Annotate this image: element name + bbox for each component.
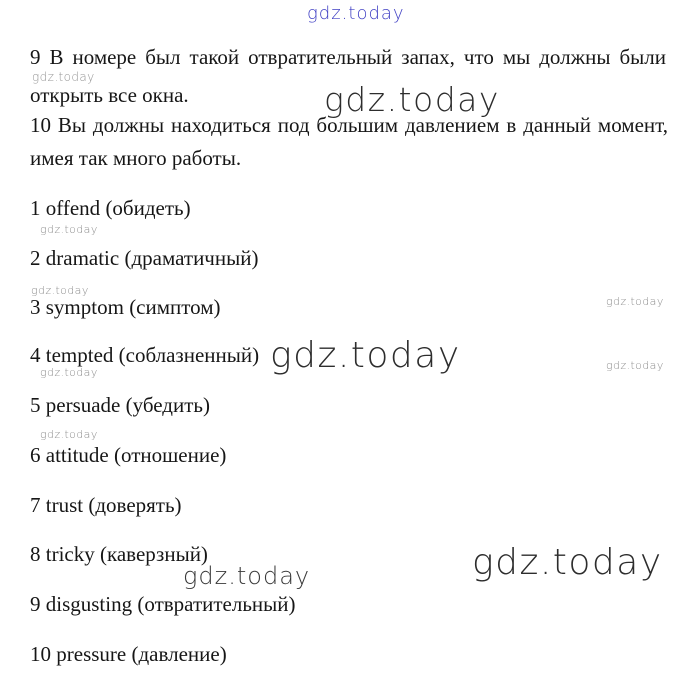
vocab-translation: (соблазненный) [118,343,260,367]
vocab-translation: (отношение) [113,443,227,467]
vocab-translation: (каверзный) [99,542,208,566]
vocab-translation: (давление) [131,642,227,666]
sentence-10-line-1: 10 Вы должны находиться под большим давлением в данный момент, [30,113,668,137]
vocab-word: symptom [45,295,124,319]
vocab-item-6 [30,443,226,467]
vocab-item-9 [30,592,296,616]
vocab-item-8 [30,542,208,566]
vocab-translation: (убедить) [125,393,210,417]
vocab-translation: (симптом) [129,295,221,319]
vocab-translation: (доверять) [88,493,182,517]
watermark-brand-large-middle: gdz.today [270,335,461,376]
watermark-brand-medium-bottom: gdz.today [183,562,311,590]
watermark-brand-top: gdz.today [307,3,405,24]
watermark-brand-right-2: gdz.today [606,359,664,372]
watermark-brand-under-item-1: gdz.today [40,223,98,236]
vocab-word: trust [45,493,84,517]
watermark-brand-large-bottom: gdz.today [472,542,663,583]
vocab-number: 2 [30,246,41,270]
vocab-number: 5 [30,393,41,417]
watermark-brand-under-sentence-9: gdz.today [32,70,95,84]
vocab-word: pressure [56,642,127,666]
watermark-brand-large-top: gdz.today [324,80,500,119]
vocab-word: offend [45,196,101,220]
vocab-word: disgusting [45,592,133,616]
vocab-number: 3 [30,295,41,319]
vocab-item-5 [30,393,210,417]
watermark-brand-under-item-4: gdz.today [40,366,98,379]
sentence-10-line-2: имея так много работы. [30,146,242,170]
vocab-item-2 [30,246,258,270]
vocab-item-3 [30,295,221,319]
sentence-9-line-2: открыть все окна. [30,83,189,107]
vocab-word: attitude [45,443,109,467]
vocab-number: 10 [30,642,51,666]
watermark-brand-above-item-3: gdz.today [31,284,89,297]
vocab-item-10 [30,642,227,666]
vocab-number: 6 [30,443,41,467]
vocab-word: persuade [45,393,121,417]
vocab-translation: (драматичный) [124,246,259,270]
vocab-item-1 [30,196,191,220]
watermark-brand-right-1: gdz.today [606,295,664,308]
vocab-number: 4 [30,343,41,367]
vocab-number: 7 [30,493,41,517]
vocab-word: dramatic [45,246,120,270]
vocab-translation: (обидеть) [105,196,191,220]
vocab-number: 1 [30,196,41,220]
vocab-translation: (отвратительный) [137,592,296,616]
vocab-item-4 [30,343,259,367]
vocab-word: tempted [45,343,114,367]
vocab-word: tricky [45,542,95,566]
vocab-item-7 [30,493,182,517]
vocab-number: 9 [30,592,41,616]
sentence-9-line-1: 9 В номере был такой отвратительный запах, что мы должны были [30,45,666,69]
vocab-number: 8 [30,542,41,566]
watermark-brand-above-item-6: gdz.today [40,428,98,441]
